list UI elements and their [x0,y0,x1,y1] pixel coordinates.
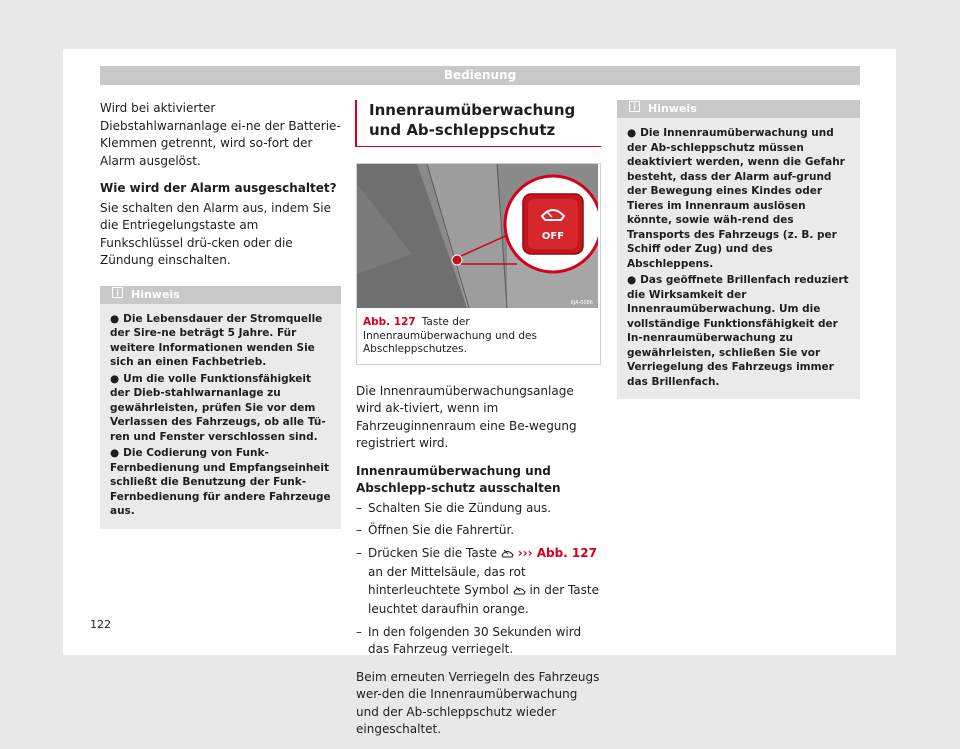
step-item [356,545,601,619]
note-header [617,100,860,118]
car-alarm-icon [501,547,514,565]
monitoring-paragraph: Die Innenraumüberwachungsanlage wird ak-tiviert, wenn im Fahrzeuginnenraum eine Be-wegung registriert wird. [356,383,577,450]
off-button-label: OFF [541,231,565,242]
note-title: Hinweis [131,287,180,301]
note-box-left [100,286,341,529]
section-title: Innenraumüberwachung und Ab-schleppschutz [355,100,601,147]
step-text: Öffnen Sie die Fahrertür. [368,523,515,537]
info-icon [112,286,123,304]
subheading: Innenraumüberwachung und Abschlepp-schutz ausschalten [356,463,561,495]
dash: – [356,523,362,537]
note-item [110,312,331,370]
answer-paragraph: Sie schalten den Alarm aus, indem Sie die Entriegelungstaste am Funkschlüssel drü-cken oder die Zündung einschalten. [100,200,331,267]
bullet: ● [110,312,120,325]
step-text: Schalten Sie die Zündung aus. [368,500,552,515]
step-text-part: an der Mittelsäule, das rot hinterleuchtete Symbol [368,565,526,597]
note-body [617,118,860,399]
column-right [617,100,860,399]
note-item [110,372,331,445]
note-item-text: Um die volle Funktionsfähigkeit der Dieb-stahlwarnanlage zu gewährleisten, prüfen Sie vor dem Verlassen des Fahrzeugs, ob alle Tü-ren und Fenster verschlossen sind. [110,372,326,443]
page-number: 122 [90,618,111,631]
dash: – [356,545,362,560]
figure-127 [356,163,601,365]
note-item-text: Die Lebensdauer der Stromquelle der Sire-ne beträgt 5 Jahre. Für weitere Informationen wenden Sie sich an einen Fachbetrieb. [110,312,323,368]
bullet: ● [110,447,120,459]
step-item [356,500,601,518]
note-item [627,273,850,389]
car-alarm-icon [513,584,526,602]
figure-label: Abb. 127 [363,316,416,328]
step-item [356,522,601,540]
bullet: ● [627,127,637,139]
note-item-text: Die Codierung von Funk-Fernbedienung und Empfangseinheit schließt die Benutzung der Funk-Fernbedienung für andere Fahrzeuge aus. [110,447,331,517]
closing-paragraph: Beim erneuten Verriegeln des Fahrzeugs wer-den die Innenraumüberwachung und der Ab-schleppschutz wieder eingeschaltet. [356,669,600,736]
dash: – [356,624,362,639]
note-body [100,304,341,529]
column-left [100,100,341,529]
intro-paragraph: Wird bei aktivierter Diebstahlwarnanlage ei-ne der Batterie-Klemmen getrennt, wird so-fort der Alarm ausgelöst. [100,101,341,168]
info-icon [629,100,640,118]
column-middle [356,100,601,749]
bullet: ● [110,372,120,385]
page-header: Bedienung [100,66,860,85]
note-header [100,286,341,304]
step-text: In den folgenden 30 Sekunden wird das Fahrzeug verriegelt. [368,624,582,656]
dash: – [356,500,362,515]
note-item-text: Das geöffnete Brillenfach reduziert die Wirksamkeit der Innenraumüberwachung. Um die vollständige Funktionsfähigkeit der In-nenraumüberwachung zu gewährleisten, schließen Sie vor Verriegelung des Fahrzeugs immer das Brillenfach. [627,274,849,388]
step-text-part: Drücken Sie die Taste [368,545,498,560]
step-text-part: in der Taste leuchtet daraufhin orange. [368,582,599,616]
figure-reference-link[interactable]: ››› Abb. 127 [517,545,597,560]
note-box-right [617,100,860,399]
note-item [627,126,850,271]
step-item [356,624,601,659]
bullet: ● [627,274,637,286]
note-item [110,446,331,519]
question-heading: Wie wird der Alarm ausgeschaltet? [100,181,337,195]
figure-code: 6JA-0086 [570,300,593,306]
figure-caption-text: Taste der Innenraumüberwachung und des Abschleppschutzes. [363,316,537,355]
figure-caption [357,308,600,364]
note-item-text: Die Innenraumüberwachung und der Ab-schleppschutz müssen deaktiviert werden, wenn die Gefahr besteht, dass der Alarm auf-grund der Bewegung eines Kindes oder Tieres im Innenraum auslösen könnte, sowie wäh-rend des Transports des Fahrzeugs (z. B. per Schiff oder Zug) und des Abschleppens. [627,127,845,270]
car-pillar-illustration [357,164,598,308]
note-title: Hinweis [648,102,697,115]
step-text [368,545,601,619]
